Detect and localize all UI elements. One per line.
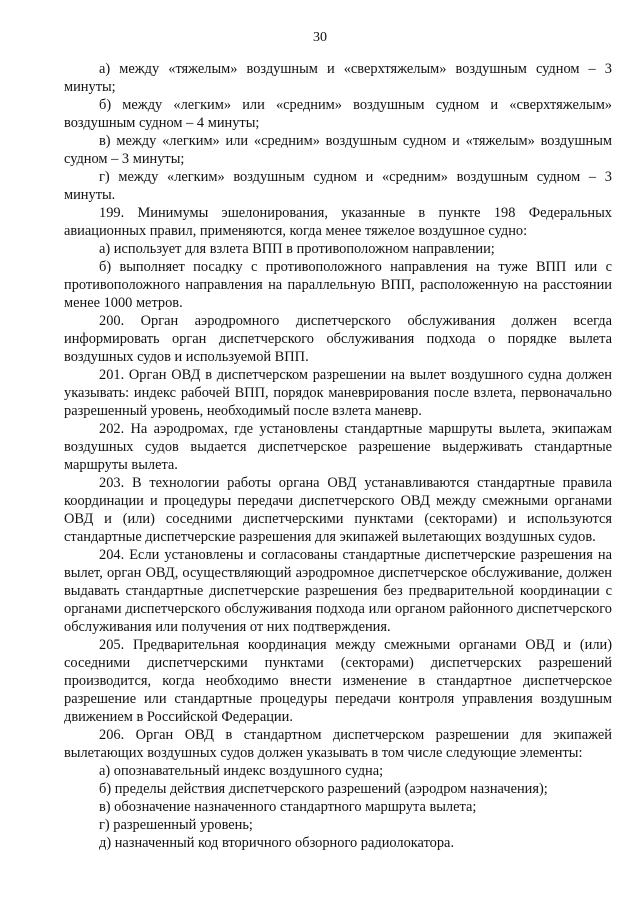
paragraph-202: 202. На аэродромах, где установлены стандартные маршруты вылета, экипажам воздушных судов выдается диспетчерское разрешение выдерживать стандартные маршруты вылета. — [64, 421, 612, 473]
paragraph-206-v: в) обозначение назначенного стандартного маршрута вылета; — [99, 799, 477, 815]
paragraph-separation-b: б) между «легким» или «средним» воздушным судном и «сверхтяжелым» воздушным судном – 4 минуты; — [64, 97, 612, 131]
paragraph-204: 204. Если установлены и согласованы стандартные диспетчерские разрешения на вылет, орган ОВД, осуществляющий аэродромное диспетчерское обслуживание, должен выдавать стандартные диспетчерские разрешения без предварительной координации с органами диспетчерского обслуживания подхода или органом районного диспетчерского обслуживания или получения от них подтверждения. — [64, 547, 612, 635]
paragraph-205: 205. Предварительная координация между смежными органами ОВД и (или) соседними диспетчерскими пунктами (секторами) диспетчерских разрешений производится, когда необходимо внести изменение в стандартное диспетчерское разрешение или стандартные процедуры передачи контроля управления воздушным движением в Российской Федерации. — [64, 637, 612, 725]
paragraph-206-g: г) разрешенный уровень; — [99, 817, 253, 833]
paragraph-203: 203. В технологии работы органа ОВД устанавливаются стандартные правила координации и процедуры передачи диспетчерского ОВД между смежными органами ОВД и (или) соседними диспетчерскими пунктами (секторами) и используются стандартные диспетчерские разрешения для экипажей вылетающих воздушных судов. — [64, 475, 612, 545]
paragraph-206-a: а) опознавательный индекс воздушного судна; — [99, 763, 384, 779]
paragraph-206-b: б) пределы действия диспетчерского разрешений (аэродром назначения); — [99, 781, 548, 797]
document-body — [64, 60, 612, 852]
paragraph-separation-g: г) между «легким» воздушным судном и «средним» воздушным судном – 3 минуты. — [64, 169, 612, 203]
paragraph-199-b: б) выполняет посадку с противоположного направления на туже ВПП или с противоположного направления на параллельную ВПП, расположенную на расстоянии менее 1000 метров. — [64, 259, 612, 311]
paragraph-206: 206. Орган ОВД в стандартном диспетчерском разрешении для экипажей вылетающих воздушных судов должен указывать в том числе следующие элементы: — [64, 727, 612, 761]
paragraph-199: 199. Минимумы эшелонирования, указанные в пункте 198 Федеральных авиационных правил, применяются, когда менее тяжелое воздушное судно: — [64, 205, 612, 239]
paragraph-199-a: а) использует для взлета ВПП в противоположном направлении; — [99, 241, 495, 257]
paragraph-200: 200. Орган аэродромного диспетчерского обслуживания должен всегда информировать орган диспетчерского обслуживания подхода о порядке вылета воздушных судов и используемой ВПП. — [64, 313, 612, 365]
paragraph-206-d: д) назначенный код вторичного обзорного радиолокатора. — [99, 835, 455, 851]
paragraph-separation-v: в) между «легким» или «средним» воздушным судном и «тяжелым» воздушным судном – 3 минуты; — [64, 133, 612, 167]
paragraph-201: 201. Орган ОВД в диспетчерском разрешении на вылет воздушного судна должен указывать: индекс рабочей ВПП, порядок маневрирования после взлета, первоначально разрешенный уровень, необходимый после взлета маневр. — [64, 367, 612, 419]
page-number: 30 — [313, 30, 327, 45]
paragraph-separation-a: а) между «тяжелым» воздушным и «сверхтяжелым» воздушным судном – 3 минуты; — [64, 61, 612, 95]
